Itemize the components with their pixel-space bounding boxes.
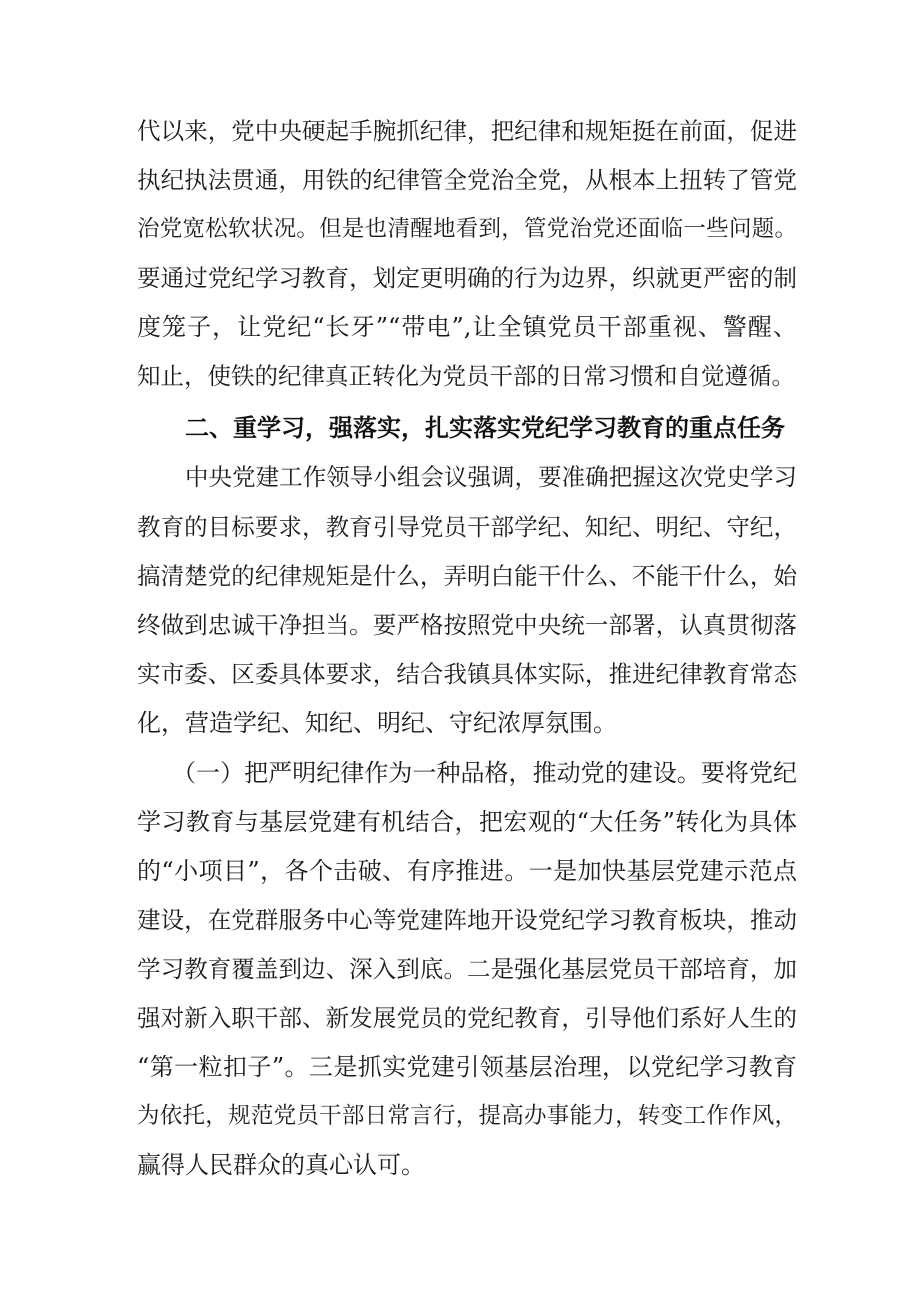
paragraph2-line-3: 搞清楚党的纪律规矩是什么，弄明白能干什么、不能干什么，始	[137, 562, 797, 590]
paragraph3-line-3: 的“小项目”，各个击破、有序推进。一是加快基层党建示范点	[137, 857, 797, 885]
paragraph3-line-2: 学习教育与基层党建有机结合，把宏观的“大任务”转化为具体	[137, 808, 797, 836]
section-heading: 二、重学习，强落实，扎实落实党纪学习教育的重点任务	[185, 414, 785, 442]
paragraph2-line-5: 实市委、区委具体要求，结合我镇具体实际，推进纪律教育常态	[137, 660, 797, 688]
paragraph2-line-6: 化，营造学纪、知纪、明纪、守纪浓厚氛围。	[137, 709, 617, 737]
paragraph2-line-1: 中央党建工作领导小组会议强调，要准确把握这次党史学习	[185, 463, 797, 491]
paragraph1-line-2: 执纪执法贯通，用铁的纪律管全党治全党，从根本上扭转了管党	[137, 166, 797, 194]
paragraph3-line-4: 建设，在党群服务中心等党建阵地开设党纪学习教育板块，推动	[137, 906, 797, 934]
paragraph1-line-1: 代以来，党中央硬起手腕抓纪律，把纪律和规矩挺在前面，促进	[137, 117, 797, 145]
paragraph1-line-4: 要通过党纪学习教育，划定更明确的行为边界，织就更严密的制	[137, 264, 797, 292]
paragraph1-line-5: 度笼子，让党纪“长牙”“带电”,让全镇党员干部重视、警醒、	[137, 313, 797, 341]
paragraph2-line-4: 终做到忠诚干净担当。要严格按照党中央统一部署，认真贯彻落	[137, 611, 797, 639]
paragraph1-line-3: 治党宽松软状况。但是也清醒地看到，管党治党还面临一些问题。	[137, 216, 797, 242]
paragraph3-line-5: 学习教育覆盖到边、深入到底。二是强化基层党员干部培育，加	[137, 955, 797, 983]
paragraph3-line-7: “第一粒扣子”。三是抓实党建引领基层治理，以党纪学习教育	[137, 1053, 797, 1081]
paragraph1-line-6: 知止，使铁的纪律真正转化为党员干部的日常习惯和自觉遵循。	[137, 362, 795, 390]
paragraph2-line-2: 教育的目标要求，教育引导党员干部学纪、知纪、明纪、守纪，	[137, 513, 797, 541]
paragraph3-line-8: 为依托，规范党员干部日常言行，提高办事能力，转变工作作风，	[137, 1103, 797, 1129]
paragraph3-line-9: 赢得人民群众的真心认可。	[137, 1151, 425, 1179]
paragraph3-line-1: （一）把严明纪律作为一种品格，推动党的建设。要将党纪	[172, 759, 797, 787]
paragraph3-line-6: 强对新入职干部、新发展党员的党纪教育，引导他们系好人生的	[137, 1004, 797, 1032]
